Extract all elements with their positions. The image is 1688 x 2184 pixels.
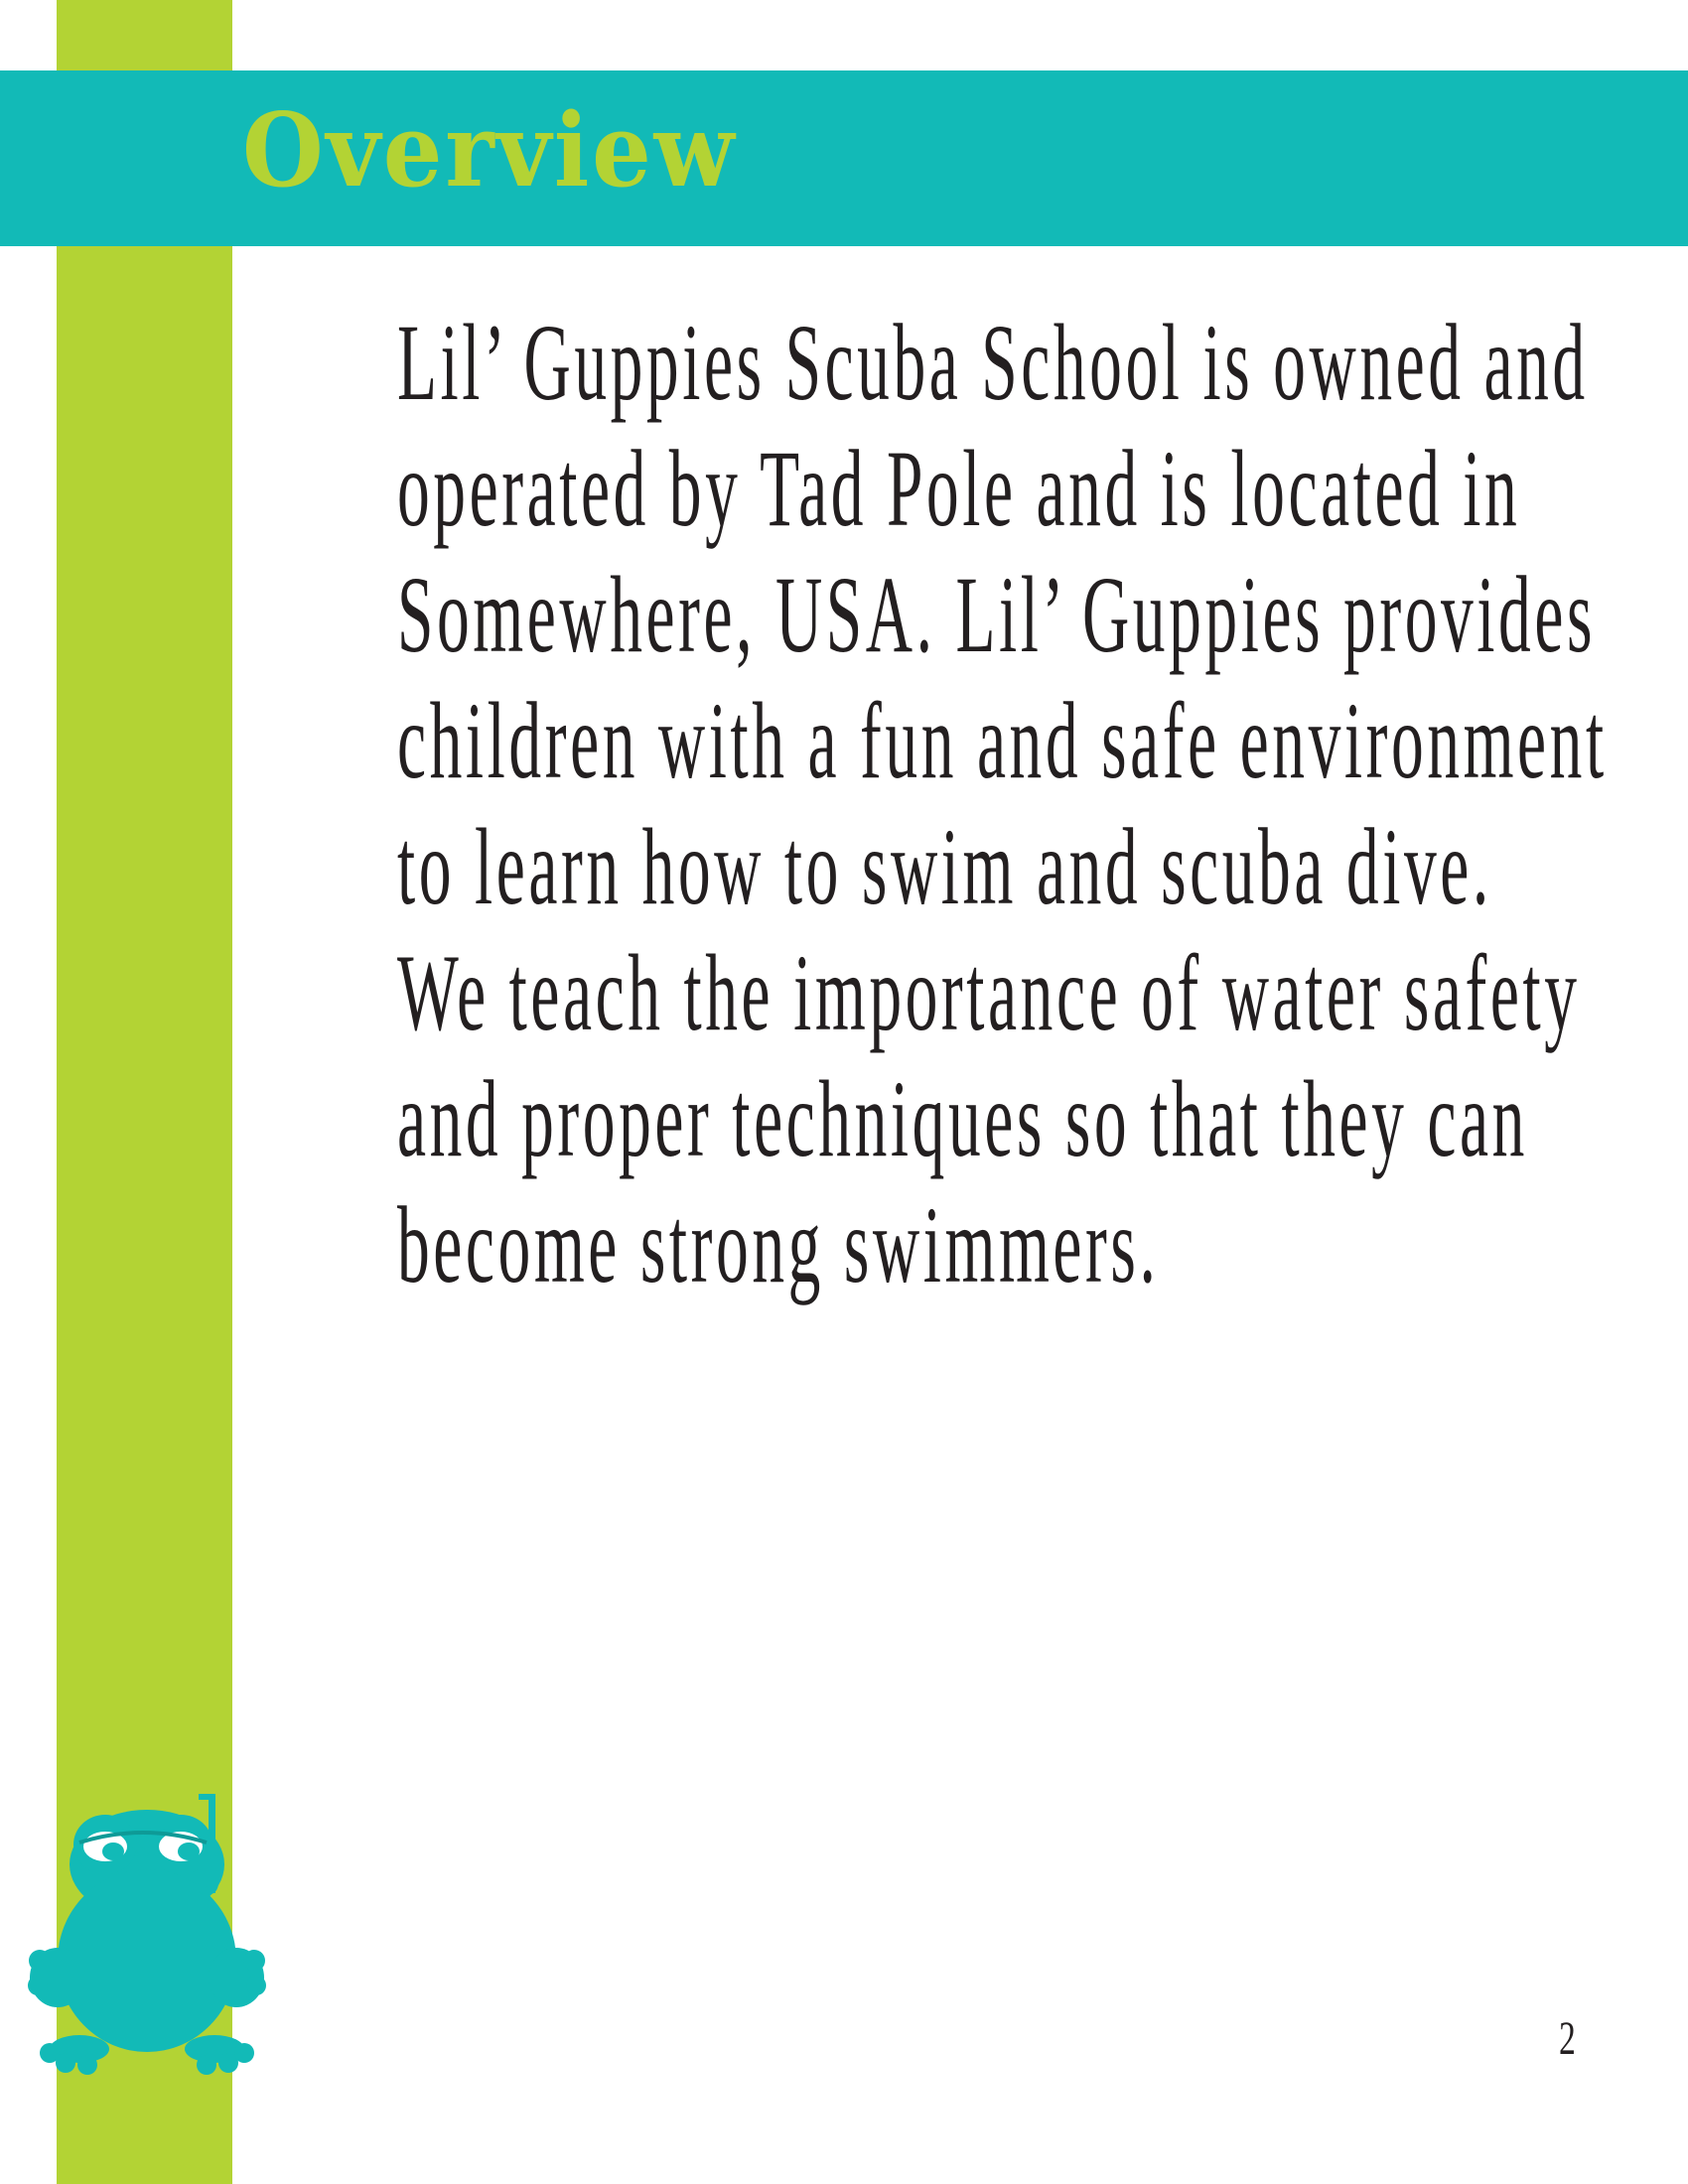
paragraph-line: to learn how to swim and scuba dive.	[397, 806, 1492, 927]
paragraph-line: Lil’ Guppies Scuba School is owned and	[397, 302, 1589, 423]
paragraph-line: and proper techniques so that they can	[397, 1058, 1528, 1179]
frog-snorkel-icon	[28, 1787, 266, 2085]
paragraph-line: children with a fun and safe environment	[397, 680, 1608, 801]
paragraph-line: Somewhere, USA. Lil’ Guppies provides	[397, 554, 1597, 675]
page-title: Overview	[242, 91, 738, 210]
paragraph-line: We teach the importance of water safety	[397, 932, 1581, 1053]
overview-paragraph	[397, 300, 1608, 1308]
paragraph-line: operated by Tad Pole and is located in	[397, 428, 1521, 549]
paragraph-line: become strong swimmers.	[397, 1184, 1160, 1305]
page-number: 2	[1559, 2012, 1576, 2065]
